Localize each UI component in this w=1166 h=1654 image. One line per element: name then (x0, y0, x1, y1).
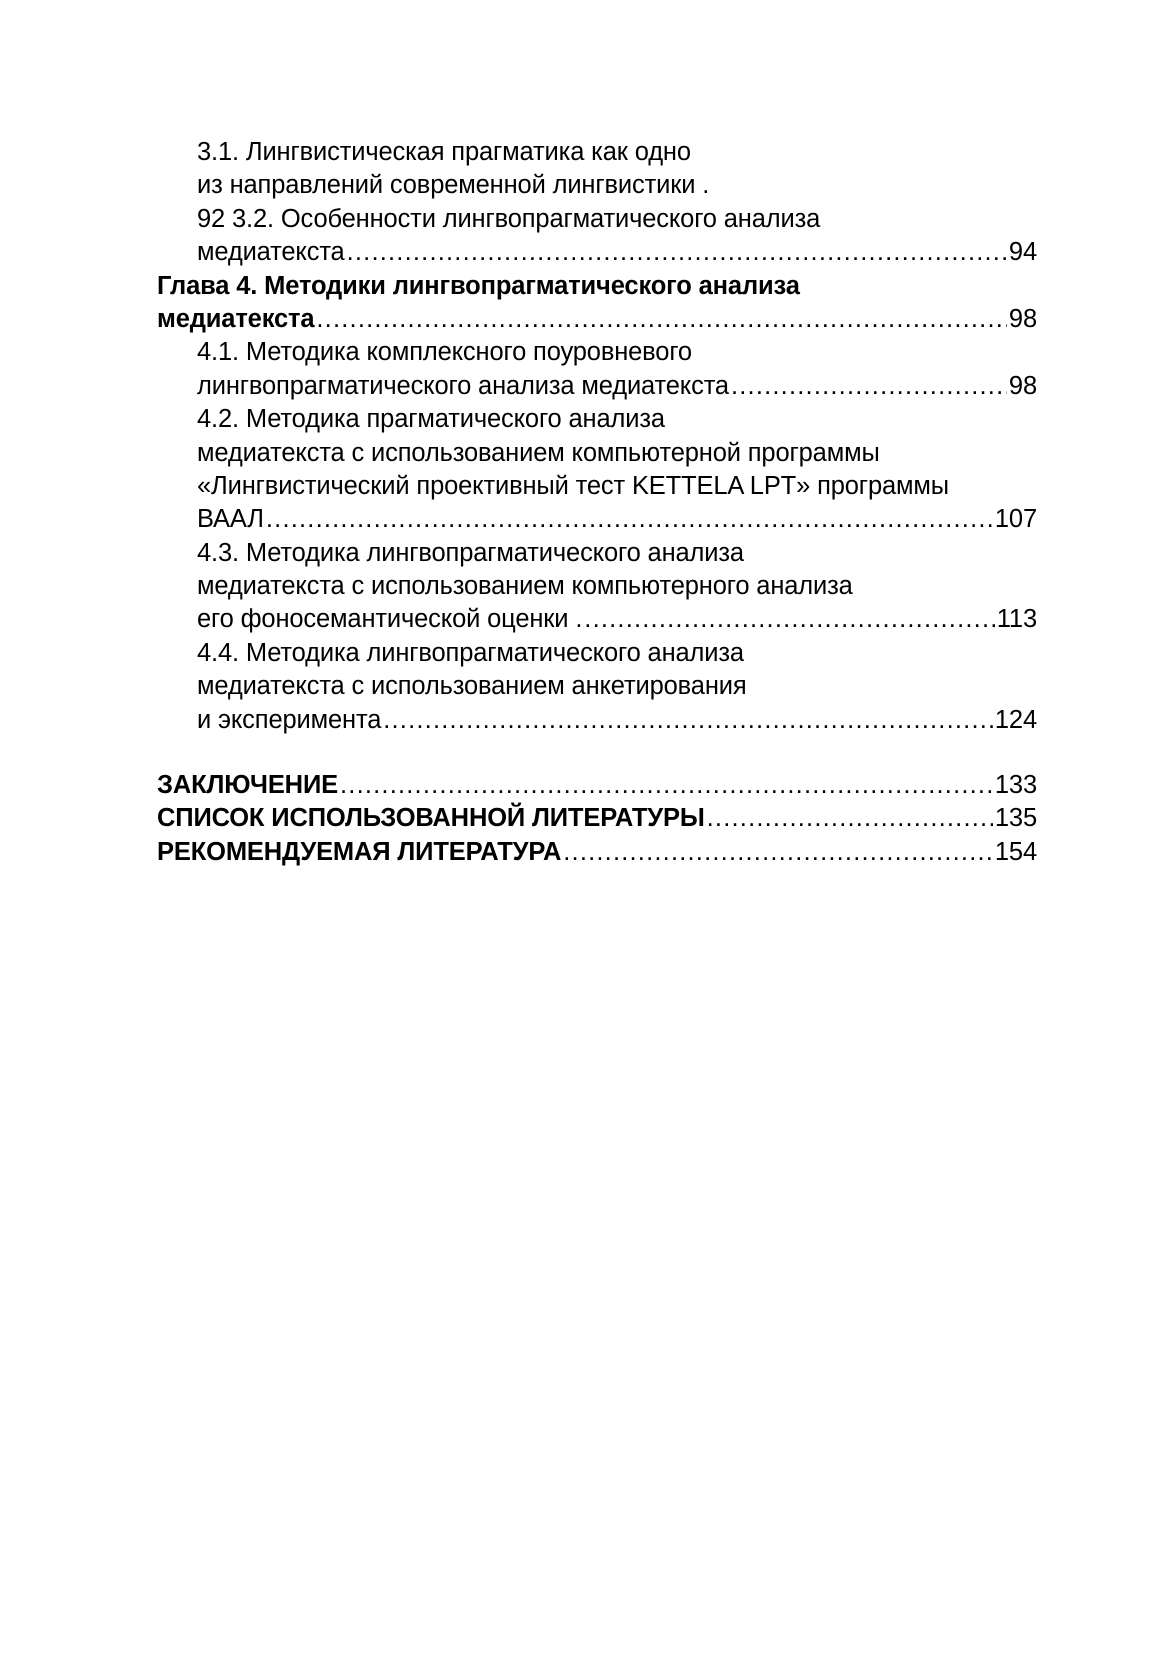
toc-entry-4-2-line-4 (157, 503, 1037, 536)
toc-entry-text: СПИСОК ИСПОЛЬЗОВАННОЙ ЛИТЕРАТУРЫ (157, 804, 705, 833)
page-number: 94 (1008, 238, 1037, 267)
dot-leader (383, 704, 993, 737)
toc-entry-4-2-line-3: «Лингвистический проективный тест KETTELA LPT» программы (197, 471, 949, 500)
toc-entry-3-2-line-2 (157, 236, 1037, 269)
page-number: 154 (994, 837, 1037, 866)
toc-entry-4-4-line-2: медиатекста с использованием анкетирования (197, 672, 747, 701)
page-number: 98 (1008, 371, 1037, 400)
toc-entry-4-4-line-1: 4.4. Методика лингвопрагматического анализа (197, 638, 744, 667)
page-number: 135 (994, 804, 1037, 833)
toc-chapter-4-line-2 (157, 303, 1037, 336)
toc-entry-3-1-line-1: 3.1. Лингвистическая прагматика как одно (197, 138, 691, 166)
dot-leader (316, 303, 1007, 336)
toc-entry-4-3-line-3 (157, 603, 1037, 636)
table-of-contents (157, 136, 1037, 869)
toc-entry-text: медиатекста (157, 304, 315, 333)
toc-entry-conclusion (157, 769, 1037, 802)
toc-entry-4-4-line-3 (157, 704, 1037, 737)
toc-entry-text: медиатекста (197, 238, 345, 267)
toc-entry-text: его фоносемантической оценки . (197, 605, 583, 634)
dot-leader (266, 503, 993, 536)
toc-entry-3-2-line-1: 92 3.2. Особенности лингвопрагматического анализа (197, 204, 821, 233)
page-number: 133 (994, 771, 1037, 800)
toc-entry-text: и эксперимента (197, 705, 382, 734)
toc-entry-text: ВААЛ (197, 505, 264, 534)
dot-leader (347, 236, 1007, 269)
dot-leader (707, 802, 993, 835)
toc-entry-4-1-line-2 (157, 370, 1037, 403)
page-number: 113 (996, 605, 1037, 634)
page-number: 107 (994, 505, 1037, 534)
toc-entry-text: РЕКОМЕНДУЕМАЯ ЛИТЕРАТУРА (157, 837, 562, 866)
toc-entry-references (157, 802, 1037, 835)
dot-leader (563, 836, 993, 869)
toc-chapter-4-line-1: Глава 4. Методики лингвопрагматического анализа (157, 271, 800, 300)
toc-entry-4-3-line-1: 4.3. Методика лингвопрагматического анализа (197, 538, 744, 567)
toc-entry-4-2-line-2: медиатекста с использованием компьютерной программы (197, 438, 880, 467)
dot-leader (731, 370, 1007, 403)
toc-entry-text: лингвопрагматического анализа медиатекста (197, 371, 729, 400)
toc-entry-3-1-line-2: из направлений современной лингвистики . (197, 171, 710, 200)
toc-entry-recommended (157, 836, 1037, 869)
page-number: 124 (994, 705, 1037, 734)
toc-entry-4-1-line-1: 4.1. Методика комплексного поуровневого (197, 338, 692, 367)
dot-leader (584, 603, 995, 636)
section-gap (157, 737, 1037, 769)
toc-entry-4-3-line-2: медиатекста с использованием компьютерного анализа (197, 572, 853, 601)
dot-leader (340, 769, 993, 802)
toc-entry-4-2-line-1: 4.2. Методика прагматического анализа (197, 405, 665, 434)
toc-entry-text: ЗАКЛЮЧЕНИЕ (157, 771, 338, 800)
page-number: 98 (1008, 304, 1037, 333)
